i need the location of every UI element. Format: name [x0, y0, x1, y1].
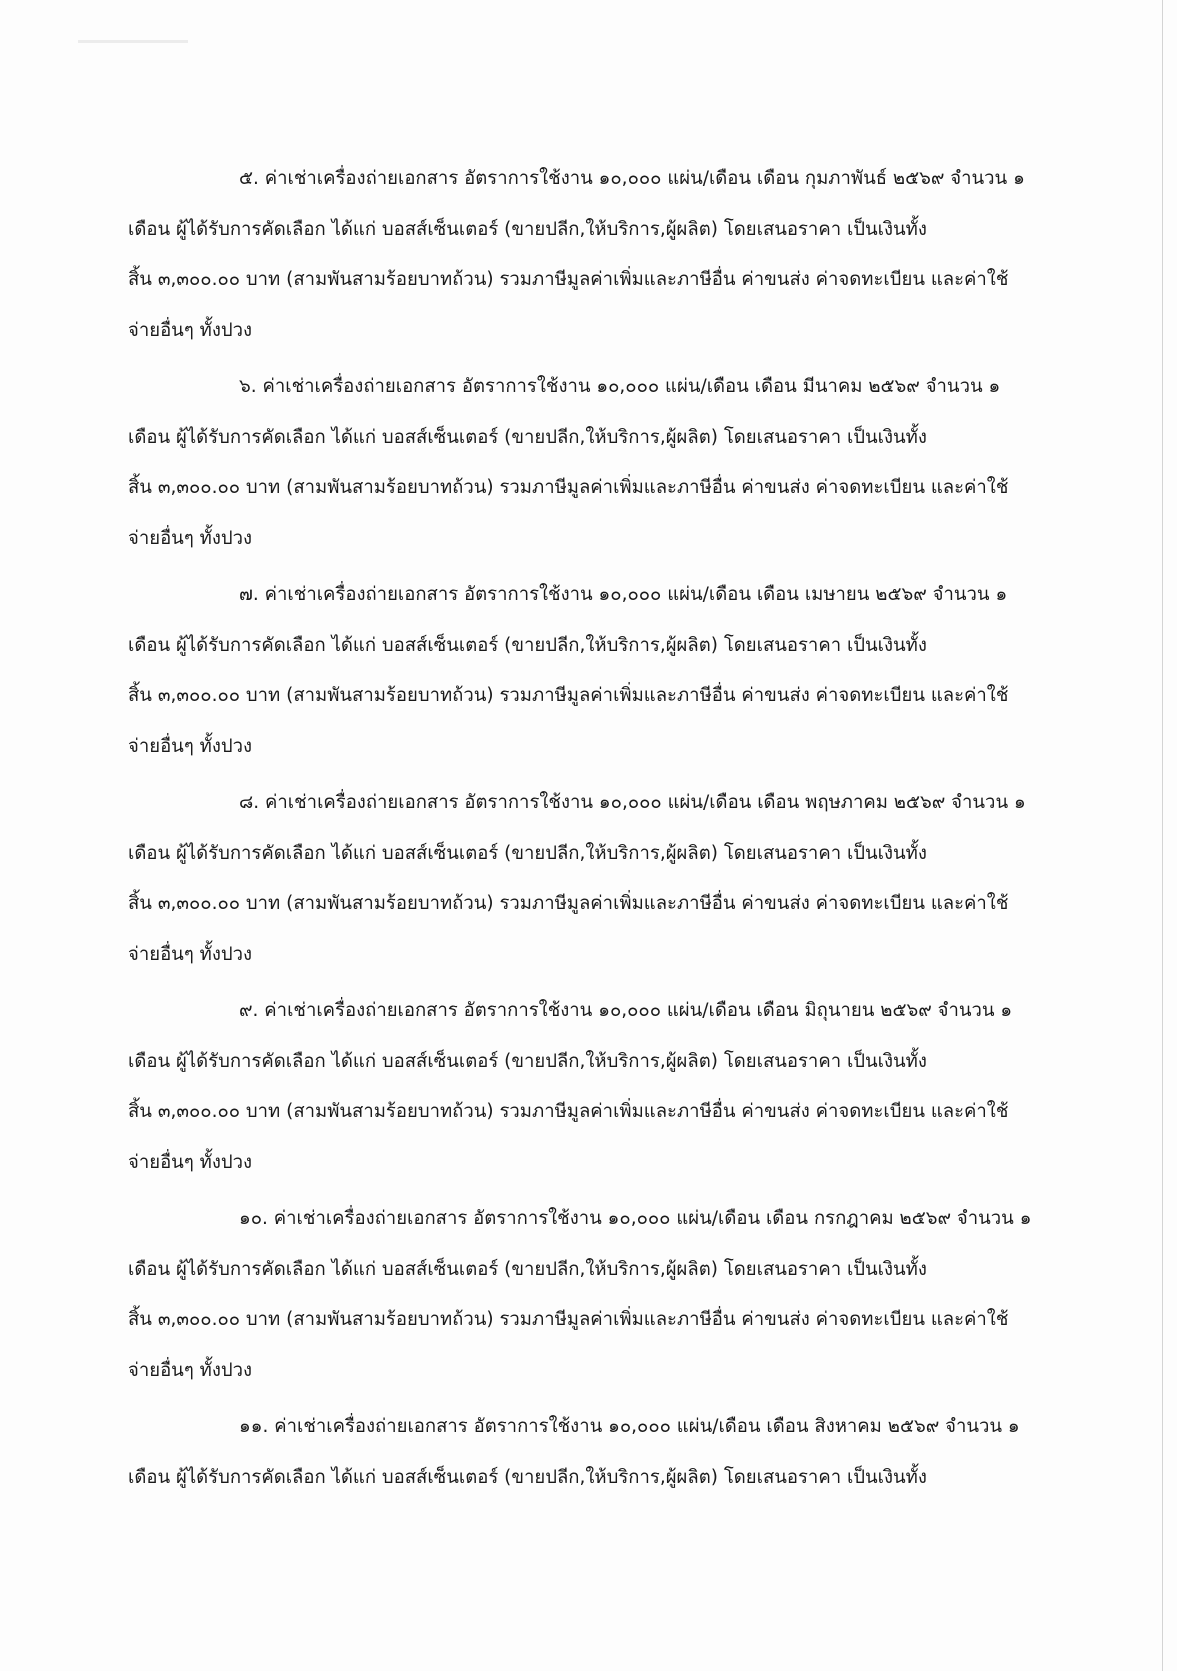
item-line: จ่ายอื่นๆ ทั้งปวง: [128, 736, 253, 757]
item-line: จ่ายอื่นๆ ทั้งปวง: [128, 1360, 253, 1381]
item-line: ๗. ค่าเช่าเครื่องถ่ายเอกสาร อัตราการใช้งาน ๑๐,๐๐๐ แผ่น/เดือน เดือน เมษายน ๒๕๖๙ จำนวน ๑: [239, 584, 1008, 605]
item-line: เดือน ผู้ได้รับการคัดเลือก ได้แก่ บอสส์เซ็นเตอร์ (ขายปลีก,ให้บริการ,ผู้ผลิต) โดยเสนอราคา เป็นเงินทั้ง: [128, 843, 927, 864]
rental-item-11: [128, 1398, 1083, 1499]
item-line: เดือน ผู้ได้รับการคัดเลือก ได้แก่ บอสส์เซ็นเตอร์ (ขายปลีก,ให้บริการ,ผู้ผลิต) โดยเสนอราคา เป็นเงินทั้ง: [128, 219, 927, 240]
item-line: เดือน ผู้ได้รับการคัดเลือก ได้แก่ บอสส์เซ็นเตอร์ (ขายปลีก,ให้บริการ,ผู้ผลิต) โดยเสนอราคา เป็นเงินทั้ง: [128, 635, 927, 656]
item-line: เดือน ผู้ได้รับการคัดเลือก ได้แก่ บอสส์เซ็นเตอร์ (ขายปลีก,ให้บริการ,ผู้ผลิต) โดยเสนอราคา เป็นเงินทั้ง: [128, 427, 927, 448]
scan-smudge: [78, 40, 188, 43]
item-line: ๖. ค่าเช่าเครื่องถ่ายเอกสาร อัตราการใช้งาน ๑๐,๐๐๐ แผ่น/เดือน เดือน มีนาคม ๒๕๖๙ จำนวน ๑: [239, 376, 1001, 397]
rental-item-10: [128, 1190, 1083, 1392]
item-line: สิ้น ๓,๓๐๐.๐๐ บาท (สามพันสามร้อยบาทถ้วน) รวมภาษีมูลค่าเพิ่มและภาษีอื่น ค่าขนส่ง ค่าจดทะเบียน และค่าใช้: [128, 893, 1009, 914]
item-line: จ่ายอื่นๆ ทั้งปวง: [128, 320, 253, 341]
item-line: เดือน ผู้ได้รับการคัดเลือก ได้แก่ บอสส์เซ็นเตอร์ (ขายปลีก,ให้บริการ,ผู้ผลิต) โดยเสนอราคา เป็นเงินทั้ง: [128, 1259, 927, 1280]
item-line: ๑๑. ค่าเช่าเครื่องถ่ายเอกสาร อัตราการใช้งาน ๑๐,๐๐๐ แผ่น/เดือน เดือน สิงหาคม ๒๕๖๙ จำนวน ๑: [239, 1416, 1020, 1437]
item-line: จ่ายอื่นๆ ทั้งปวง: [128, 944, 253, 965]
item-line: ๙. ค่าเช่าเครื่องถ่ายเอกสาร อัตราการใช้งาน ๑๐,๐๐๐ แผ่น/เดือน เดือน มิถุนายน ๒๕๖๙ จำนวน ๑: [239, 1000, 1013, 1021]
rental-item-7: [128, 566, 1083, 768]
rental-item-8: [128, 774, 1083, 976]
item-line: สิ้น ๓,๓๐๐.๐๐ บาท (สามพันสามร้อยบาทถ้วน) รวมภาษีมูลค่าเพิ่มและภาษีอื่น ค่าขนส่ง ค่าจดทะเบียน และค่าใช้: [128, 1309, 1009, 1330]
document-body: [128, 150, 1083, 1505]
item-line: จ่ายอื่นๆ ทั้งปวง: [128, 528, 253, 549]
item-line: ๕. ค่าเช่าเครื่องถ่ายเอกสาร อัตราการใช้งาน ๑๐,๐๐๐ แผ่น/เดือน เดือน กุมภาพันธ์ ๒๕๖๙ จำนวน ๑: [239, 168, 1025, 189]
item-line: ๘. ค่าเช่าเครื่องถ่ายเอกสาร อัตราการใช้งาน ๑๐,๐๐๐ แผ่น/เดือน เดือน พฤษภาคม ๒๕๖๙ จำนวน ๑: [239, 792, 1026, 813]
item-line: จ่ายอื่นๆ ทั้งปวง: [128, 1152, 253, 1173]
item-line: สิ้น ๓,๓๐๐.๐๐ บาท (สามพันสามร้อยบาทถ้วน) รวมภาษีมูลค่าเพิ่มและภาษีอื่น ค่าขนส่ง ค่าจดทะเบียน และค่าใช้: [128, 1101, 1009, 1122]
item-line: สิ้น ๓,๓๐๐.๐๐ บาท (สามพันสามร้อยบาทถ้วน) รวมภาษีมูลค่าเพิ่มและภาษีอื่น ค่าขนส่ง ค่าจดทะเบียน และค่าใช้: [128, 269, 1009, 290]
item-line: เดือน ผู้ได้รับการคัดเลือก ได้แก่ บอสส์เซ็นเตอร์ (ขายปลีก,ให้บริการ,ผู้ผลิต) โดยเสนอราคา เป็นเงินทั้ง: [128, 1467, 927, 1488]
rental-item-9: [128, 982, 1083, 1184]
item-line: ๑๐. ค่าเช่าเครื่องถ่ายเอกสาร อัตราการใช้งาน ๑๐,๐๐๐ แผ่น/เดือน เดือน กรกฎาคม ๒๕๖๙ จำนวน ๑: [239, 1208, 1032, 1229]
item-line: เดือน ผู้ได้รับการคัดเลือก ได้แก่ บอสส์เซ็นเตอร์ (ขายปลีก,ให้บริการ,ผู้ผลิต) โดยเสนอราคา เป็นเงินทั้ง: [128, 1051, 927, 1072]
scan-edge-line: [1162, 0, 1163, 1671]
rental-item-5: [128, 150, 1083, 352]
item-line: สิ้น ๓,๓๐๐.๐๐ บาท (สามพันสามร้อยบาทถ้วน) รวมภาษีมูลค่าเพิ่มและภาษีอื่น ค่าขนส่ง ค่าจดทะเบียน และค่าใช้: [128, 685, 1009, 706]
rental-item-6: [128, 358, 1083, 560]
item-line: สิ้น ๓,๓๐๐.๐๐ บาท (สามพันสามร้อยบาทถ้วน) รวมภาษีมูลค่าเพิ่มและภาษีอื่น ค่าขนส่ง ค่าจดทะเบียน และค่าใช้: [128, 477, 1009, 498]
